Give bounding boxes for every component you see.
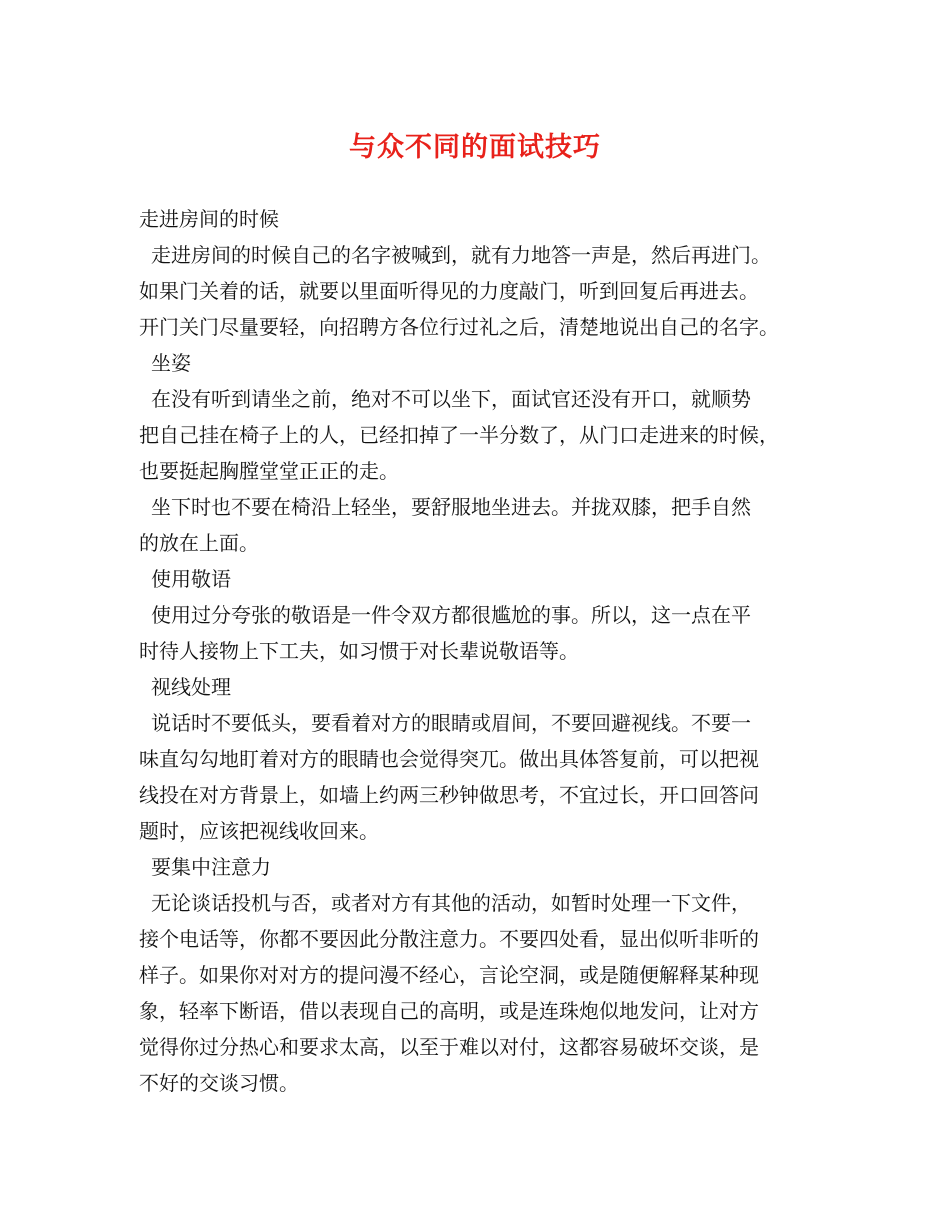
text-line: 时待人接物上下工夫，如习惯于对长辈说敬语等。 [139,639,579,663]
text-line: 走进房间的时候自己的名字被喊到，就有力地答一声是，然后再进门。 [151,243,771,267]
text-line: 象，轻率下断语，借以表现自己的高明，或是连珠炮似地发问，让对方 [139,999,759,1023]
text-line: 不好的交谈习惯。 [139,1071,299,1095]
text-line: 使用敬语 [151,567,231,591]
text-line: 开门关门尽量要轻，向招聘方各位行过礼之后，清楚地说出自己的名字。 [139,315,779,339]
text-line: 走进房间的时候 [139,207,279,231]
text-line: 题时，应该把视线收回来。 [139,819,379,843]
text-line: 在没有听到请坐之前，绝对不可以坐下，面试官还没有开口，就顺势 [151,387,751,411]
text-line: 线投在对方背景上，如墙上约两三秒钟做思考，不宜过长，开口回答问 [139,783,759,807]
text-line: 使用过分夸张的敬语是一件令双方都很尴尬的事。所以，这一点在平 [151,603,751,627]
text-line: 如果门关着的话，就要以里面听得见的力度敲门，听到回复后再进去。 [139,279,759,303]
text-line: 把自己挂在椅子上的人，已经扣掉了一半分数了，从门口走进来的时候， [139,423,779,447]
text-line: 要集中注意力 [151,855,271,879]
text-line: 坐下时也不要在椅沿上轻坐，要舒服地坐进去。并拢双膝，把手自然 [151,495,751,519]
document-body [139,201,839,1101]
text-line: 也要挺起胸膛堂堂正正的走。 [139,459,399,483]
text-line: 味直勾勾地盯着对方的眼睛也会觉得突兀。做出具体答复前，可以把视 [139,747,759,771]
text-line: 无论谈话投机与否，或者对方有其他的活动，如暂时处理一下文件， [151,891,751,915]
text-line: 样子。如果你对对方的提问漫不经心，言论空洞，或是随便解释某种现 [139,963,759,987]
text-line: 觉得你过分热心和要求太高，以至于难以对付，这都容易破坏交谈，是 [139,1035,759,1059]
text-line: 视线处理 [151,675,231,699]
text-line: 接个电话等，你都不要因此分散注意力。不要四处看，显出似听非听的 [139,927,759,951]
text-line: 坐姿 [151,351,191,375]
document-title: 与众不同的面试技巧 [349,132,601,163]
text-line: 的放在上面。 [139,531,259,555]
text-line: 说话时不要低头，要看着对方的眼睛或眉间，不要回避视线。不要一 [151,711,751,735]
